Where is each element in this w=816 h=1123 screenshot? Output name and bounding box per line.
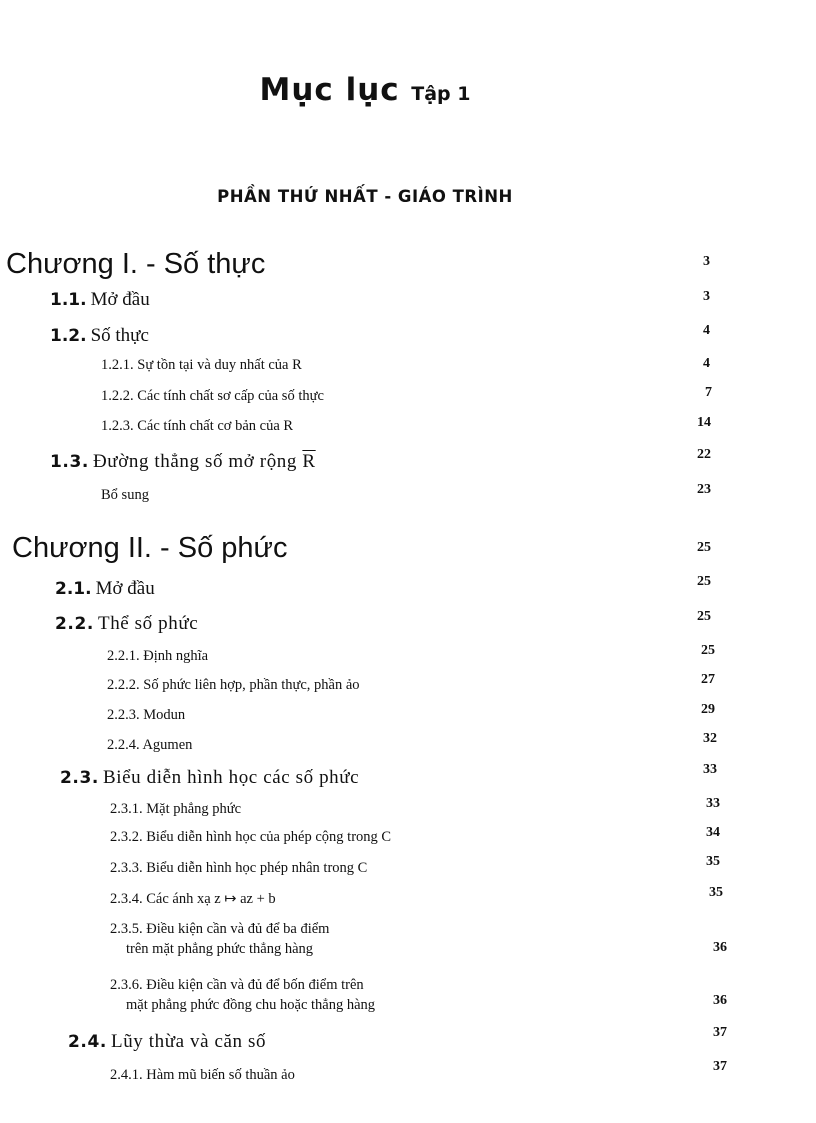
subsection-title: 2.3.3. Biểu diễn hình học phép nhân trong C — [110, 860, 368, 876]
section-number: 1.2. — [50, 326, 87, 346]
subsection-title: 1.2.1. Sự tồn tại và duy nhất của R — [101, 357, 302, 373]
page-number: 37 — [713, 1025, 727, 1040]
toc-section-2-2 — [0, 609, 816, 643]
subsection-title: 2.4.1. Hàm mũ biến số thuần ảo — [110, 1067, 295, 1083]
page-number: 3 — [703, 254, 710, 269]
toc-subsection-2-3-6 — [0, 977, 816, 1023]
page-number: 32 — [703, 731, 717, 746]
toc-subsection-2-3-2 — [0, 825, 816, 859]
subsection-title: 1.2.3. Các tính chất cơ bản của R — [101, 418, 294, 434]
toc-subsection-2-2-3 — [0, 702, 816, 737]
page-number: 35 — [706, 854, 720, 869]
toc-section-2-4 — [0, 1025, 816, 1061]
page-number: 4 — [703, 356, 710, 371]
toc-section-1-3 — [0, 447, 816, 481]
toc-subsection-2-2-2 — [0, 672, 816, 707]
page-number: 33 — [706, 796, 720, 811]
page-number: 4 — [703, 323, 710, 338]
part-heading: PHẦN THỨ NHẤT - GIÁO TRÌNH — [217, 187, 513, 206]
toc-section-2-3 — [0, 762, 816, 797]
section-number: 2.1. — [55, 579, 92, 599]
subsection-title: 2.2.3. Modun — [107, 707, 186, 723]
subsection-title-line2: trên mặt phẳng phức thẳng hàng — [126, 941, 314, 957]
toc-subsection-2-2-4 — [0, 731, 816, 767]
toc-subsection-2-3-1 — [0, 796, 816, 831]
toc-subsection-1-2-1 — [0, 357, 816, 387]
section-title: Số thực — [90, 325, 149, 346]
page-number: 36 — [713, 940, 727, 955]
subsection-title-line1: 2.3.5. Điều kiện cần và đủ để ba điểm — [110, 921, 330, 937]
toc-subsection-1-2-3 — [0, 415, 816, 448]
subsection-title: 2.3.1. Mặt phẳng phức — [110, 801, 242, 817]
section-title: Biểu diễn hình học các số phức — [102, 767, 360, 788]
toc-section-2-1 — [0, 574, 816, 608]
chapter-title: Chương II. - Số phức — [12, 532, 288, 564]
toc-title-main: Mục lục — [259, 72, 400, 108]
page-number: 35 — [709, 885, 723, 900]
page-number: 33 — [703, 762, 717, 777]
section-title: Thể số phức — [97, 613, 199, 634]
subsection-title: 2.3.4. Các ánh xạ z ↦ az + b — [110, 891, 276, 907]
page-number: 14 — [697, 415, 711, 430]
section-number: 1.3. — [50, 452, 89, 472]
page-number: 3 — [703, 289, 710, 304]
page-number: 25 — [697, 540, 711, 555]
section-number: 2.2. — [55, 614, 94, 634]
section-title: Mở đầu — [95, 578, 155, 599]
toc-subsection-2-3-3 — [0, 854, 816, 890]
toc-subsection-2-2-1 — [0, 643, 816, 678]
subsection-title: 2.2.1. Định nghĩa — [107, 648, 209, 664]
toc-section-1-2 — [0, 325, 816, 355]
section-title: Đường thẳng số mở rộng — [92, 451, 298, 472]
page-number: 27 — [701, 672, 715, 687]
page-number: 25 — [701, 643, 715, 658]
page-number: 23 — [697, 482, 711, 497]
page-number: 25 — [697, 574, 711, 589]
page-number: 34 — [706, 825, 720, 840]
toc-title-volume: Tập 1 — [411, 83, 471, 105]
supplement-title: Bổ sung — [101, 487, 149, 503]
toc-subsection-2-3-5 — [0, 921, 816, 967]
subsection-title: 2.3.2. Biểu diễn hình học của phép cộng trong C — [110, 829, 392, 845]
toc-title — [0, 72, 730, 108]
toc-subsection-2-3-4 — [0, 885, 816, 921]
toc-section-1-1 — [0, 289, 816, 319]
chapter-title: Chương I. - Số thực — [6, 248, 266, 280]
page-number: 7 — [705, 385, 712, 400]
page-number: 36 — [713, 993, 727, 1008]
section-title: Lũy thừa và căn số — [110, 1031, 267, 1052]
toc-chapter-2 — [0, 532, 816, 562]
section-number: 1.1. — [50, 290, 87, 310]
page-number: 29 — [701, 702, 715, 717]
page-number: 25 — [697, 609, 711, 624]
subsection-title: 2.2.4. Agumen — [107, 737, 193, 753]
toc-subsection-2-4-1 — [0, 1059, 816, 1097]
subsection-title: 1.2.2. Các tính chất sơ cấp của số thực — [101, 388, 324, 404]
subsection-title: 2.2.2. Số phức liên hợp, phần thực, phần ảo — [107, 677, 360, 693]
section-title: Mở đầu — [90, 289, 150, 310]
page-number: 37 — [713, 1059, 727, 1074]
section-number: 2.3. — [60, 768, 99, 788]
toc-chapter-1 — [0, 248, 816, 278]
section-number: 2.4. — [68, 1032, 107, 1052]
subsection-title-line2: mặt phẳng phức đồng chu hoặc thẳng hàng — [126, 997, 376, 1013]
page-number: 22 — [697, 447, 711, 462]
subsection-title-line1: 2.3.6. Điều kiện cần và đủ để bốn điểm trên — [110, 977, 364, 993]
extended-real-symbol: $\overline{R}$ — [302, 451, 316, 472]
toc-supplement — [0, 482, 816, 517]
toc-subsection-1-2-2 — [0, 385, 816, 418]
